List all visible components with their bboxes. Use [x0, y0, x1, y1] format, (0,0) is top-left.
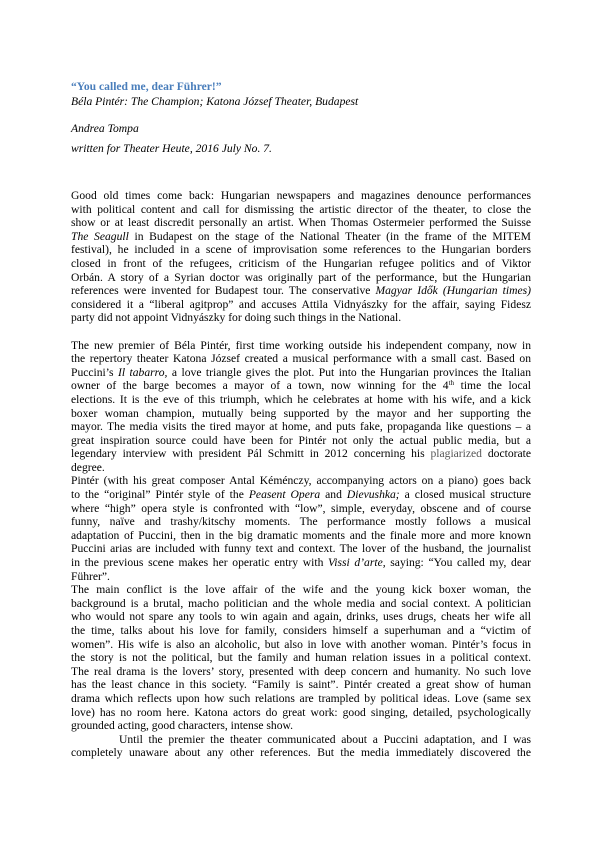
- text-line: closed in front of the refugees, criticism of the Hungarian refugee politics and of Viktor: [71, 256, 531, 270]
- text-line: Good old times come back: Hungarian newspapers and magazines denounce performances: [71, 189, 531, 202]
- paragraph-5: [71, 733, 531, 760]
- text-line: Führer”.: [71, 569, 110, 583]
- text-line: considered it a “liberal agitprop” and accuses Attila Vidnyászky for the affair, saying Fidesz: [71, 297, 531, 311]
- article-title: “You called me, dear Führer!”: [71, 80, 222, 93]
- newspaper-title: Magyar Idők (Hungarian times): [375, 284, 531, 298]
- text-line: who would not spare any tools to win again and again, drinks, uses drugs, cheats her wife all: [71, 610, 531, 624]
- text-line: mayor. The media visits the tired mayor at home, and puts fake, propaganda like questions – a: [71, 420, 531, 434]
- text-line: Orbán. A story of a Syrian doctor was originally part of the performance, but the Hungarian: [71, 270, 531, 284]
- text-run: to the “original” Pintér style of the: [71, 488, 249, 502]
- text-line: the repertory theater Katona József created a musical performance with a small cast. Based on: [71, 352, 531, 366]
- author-name: Andrea Tompa: [71, 122, 139, 135]
- paragraph-4: [71, 583, 531, 733]
- text-run: saying: “You called my, dear: [385, 556, 531, 570]
- text-run: a love triangle gives the plot. Put into the Hungarian provinces the Italian: [167, 365, 531, 379]
- text-line: elections. It is the eve of this triumph, which he celebrates at home with his wife, and a kick: [71, 392, 531, 406]
- text-run: Puccini’s: [71, 365, 118, 379]
- publication-note: written for Theater Heute, 2016 July No. 7.: [71, 142, 272, 155]
- paragraph-2: [71, 339, 531, 475]
- text-line: party did not appoint Vidnyászky for doing such things in the National.: [71, 311, 402, 325]
- text-line: boxer woman champion, mutually being supported by the mayor and her supporting the: [71, 406, 531, 420]
- text-line: drama which reflects upon how such relations are trampled by political ideas. Love (same sex: [71, 691, 531, 705]
- text-run: legendary interview with president Pál Schmitt in 2012 concerning his: [71, 447, 431, 461]
- article-subtitle: Béla Pintér: The Champion; Katona József Theater, Budapest: [71, 95, 359, 108]
- text-run: and: [320, 488, 347, 502]
- text-line: background is a brutal, macho politician and the whole media and social context. A politician: [71, 596, 531, 610]
- text-line: Until the premier the theater communicated about a Puccini adaptation, and I was: [119, 732, 531, 746]
- text-line: festival), he included in a scene of improvisation some references to the Hungarian borders: [71, 243, 531, 257]
- plagiarized-link[interactable]: plagiarized: [430, 447, 482, 461]
- text-line: show or at least discredit personally an artist. When Thomas Ostermeier performed the Suisse: [71, 216, 531, 230]
- opera-title: Peasent Opera: [248, 488, 321, 502]
- text-line: [71, 556, 531, 570]
- text-run: references were invented for Budapest tour. The conservative: [71, 284, 376, 298]
- opera-title: Il tabarro,: [117, 365, 168, 379]
- text-line: [71, 447, 531, 461]
- text-line: grounded acting, good characters, intense show.: [71, 719, 294, 733]
- paragraph-3: [71, 474, 531, 583]
- text-line: The new premier of Béla Pintér, first time working outside his independent company, now in: [71, 338, 531, 352]
- text-run: time the local: [454, 379, 531, 393]
- text-line: women”. His wife is also an alcoholic, but also in love with another woman. Pintér’s focus in: [71, 637, 531, 651]
- article-body: [71, 189, 531, 760]
- text-line: adaptation of Puccini, then in the big dramatic moments and the finale more and more known: [71, 528, 531, 542]
- text-run: doctorate: [481, 447, 531, 461]
- text-line: Pintér (with his great composer Antal Kéménczy, accompanying actors on a piano) goes back: [71, 474, 531, 488]
- text-run: a closed musical structure: [399, 488, 531, 502]
- text-line: [71, 284, 531, 298]
- text-line: has the least chance in this society. “Family is saint”. Pintér created a great show of human: [71, 678, 531, 692]
- text-line: love) has no room here. Katona actors do great work: good singing, detailed, psychologically: [71, 705, 531, 719]
- text-line: [71, 366, 531, 380]
- text-line: the time, talks about his love for family, considers himself a superhuman and a “victim of: [71, 624, 531, 637]
- text-line: [71, 379, 531, 393]
- text-line: Puccini arias are included with funny text and context. The lover of the husband, the journalist: [71, 542, 531, 556]
- text-line: completely unaware about any other references. But the media immediately discovered the: [71, 746, 531, 760]
- text-line: The main conflict is the love affair of the wife and the young kick boxer woman, the: [71, 583, 531, 597]
- text-run: owner of the barge becomes a mayor of a town, now winning for the 4: [71, 379, 449, 393]
- text-line: with political content and call for dismissing the artistic director of the theater, to close the: [71, 202, 531, 216]
- show-title: Dievushka;: [346, 488, 400, 502]
- text-line: the story is not the political, but the family and human relation issues in a political context.: [71, 651, 531, 665]
- text-line: [71, 230, 531, 244]
- text-run: in the previous scene makes her operatic entry with: [71, 556, 329, 570]
- superscript: th: [448, 379, 455, 388]
- text-line: funny, naïve and trashy/kitschy moments. The performance mostly follows a musical: [71, 515, 531, 529]
- text-line: where “high” opera style is confronted with “low”, simple, everyday, obscene and of course: [71, 501, 531, 515]
- text-line: great inspiration source could have been for Pintér not only the actual public media, but a: [71, 433, 531, 447]
- aria-title: Vissi d’arte,: [328, 556, 386, 570]
- paragraph-gap: [71, 325, 531, 339]
- paragraph-1: [71, 189, 531, 325]
- play-title: The Seagull: [71, 229, 129, 243]
- text-line: [71, 488, 531, 502]
- text-line: degree.: [71, 460, 105, 474]
- text-line: The real drama is the lovers’ story, presented with deep concern and humanity. No such love: [71, 664, 531, 678]
- text-run: in Budapest on the stage of the National Theater (in the frame of the MITEM: [128, 229, 531, 243]
